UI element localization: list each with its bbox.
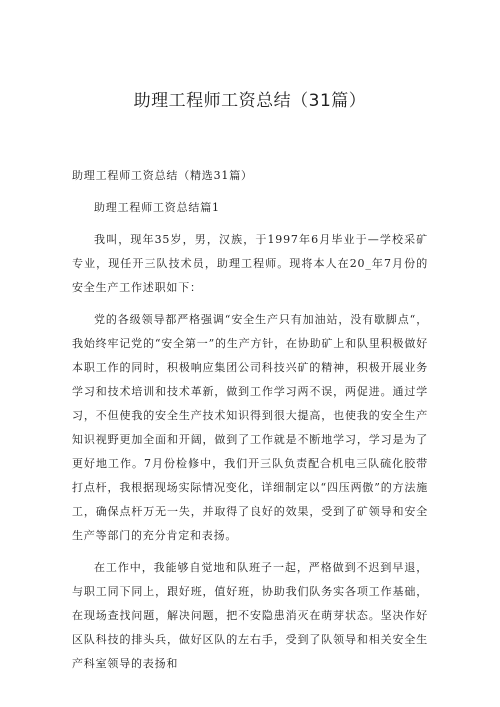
document-title: 助理工程师工资总结（31篇） [133, 91, 367, 111]
paragraph-3: 在工作中，我能够自觉地和队班子一起，严格做到不迟到早退，与职工同下同上，跟好班，值好班，协助我们队务实各项工作基础，在现场查找问题，解决问题，把不安隐患消灭在萌芽状态。坚决作好区队科技的排头兵，做好区队的左右手，受到了队领导和相关安全生产科室领导的表扬和 [72, 561, 428, 670]
intro-line: 助理工程师工资总结（精选31篇） [72, 169, 253, 182]
section-title: 助理工程师工资总结篇1 [94, 201, 220, 214]
paragraph-1: 我叫，现年35岁，男，汉族，于1997年6月毕业于—学校采矿专业，现任开三队技术员，助理工程师。现将本人在20_年7月份的安全生产工作述职如下： [72, 233, 428, 294]
paragraph-2: 党的各级领导都严格强调“安全生产只有加油站，没有歇脚点“，我始终牢记党的“安全第一”的生产方针，在协助矿上和队里积极做好本职工作的同时，积极响应集团公司科技兴矿的精神，积极开展业务学习和技术培训和技术革新，做到工作学习两不误，两促进。通过学习，不但使我的安全生产技术知识得到很大提高，也使我的安全生产知识视野更加全面和开阔，做到了工作就是不断地学习，学习是为了更好地工作。7月份检修中，我们开三队负责配合机电三队硫化胶带打点杆，我根据现场实际情况变化，详细制定以“四压两傲”的方法施工，确保点杆万无一失，并取得了良好的效果，受到了矿领导和安全生产等部门的充分肯定和表扬。 [72, 313, 428, 542]
document-body [72, 164, 428, 684]
